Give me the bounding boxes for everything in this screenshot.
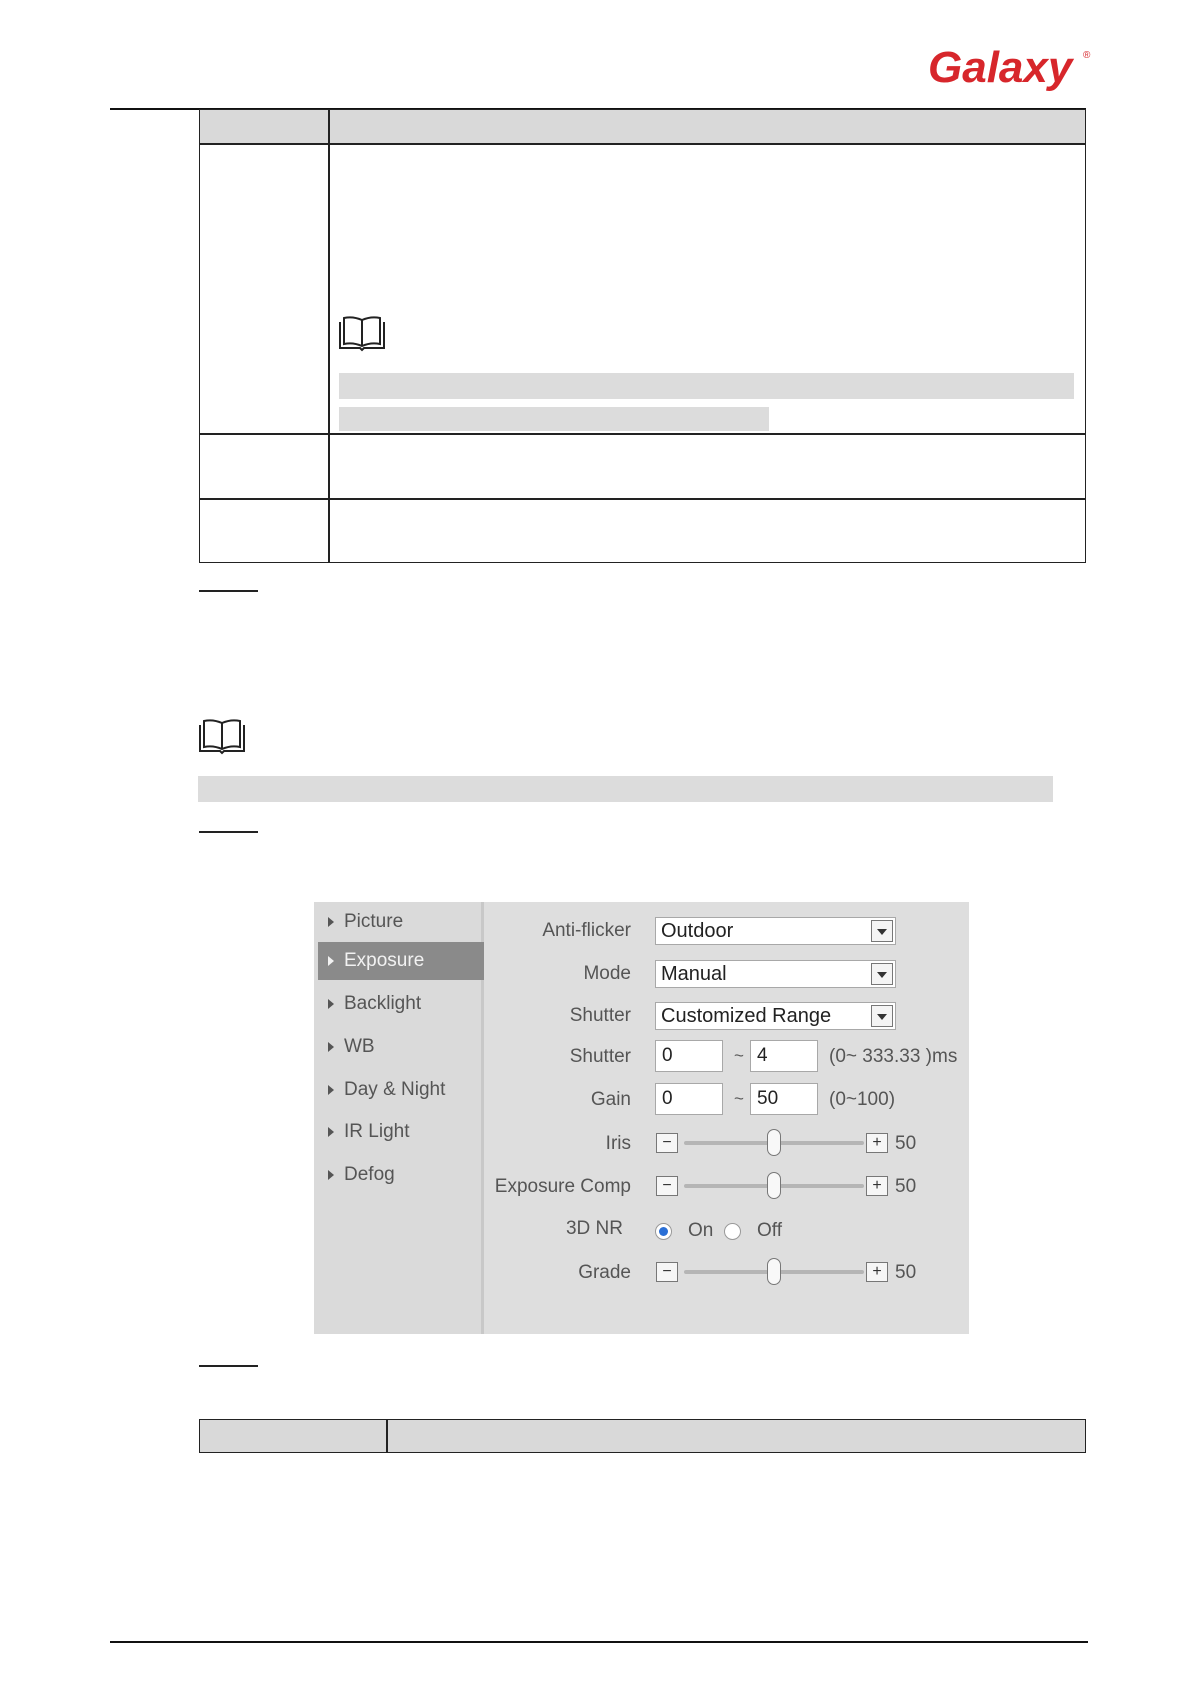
iris-value: 50 [895,1133,917,1154]
note-text-redacted [339,407,769,431]
nav-item-defog[interactable]: Defog [318,1156,484,1194]
gain-label: Gain [590,1089,631,1110]
note-text-redacted [198,776,1053,802]
shutter-range-label: Shutter [569,1046,631,1067]
dropdown-arrow-icon[interactable] [871,1005,893,1027]
nav-item-day-night[interactable]: Day & Night [318,1071,484,1109]
registered-mark: ® [1083,50,1091,61]
table-header-row [200,110,1085,143]
grade-increase-button[interactable]: + [866,1262,888,1282]
grade-value: 50 [895,1262,917,1283]
nav-item-wb[interactable]: WB [318,1028,484,1066]
caret-right-icon [328,1085,334,1095]
note-text-redacted [339,373,1074,399]
mode-label: Mode [583,963,631,984]
gain-max-input[interactable]: 50 [750,1083,818,1115]
note-book-icon [338,316,386,352]
3dnr-on-radio[interactable] [655,1223,672,1240]
galaxy-logo [928,44,1093,96]
grade-label: Grade [578,1262,631,1283]
step-marker [199,590,258,592]
anti-flicker-select[interactable]: Outdoor [655,917,896,945]
parameter-table-top [199,109,1086,563]
iris-decrease-button[interactable]: − [656,1133,678,1153]
anti-flicker-label: Anti-flicker [542,920,631,941]
settings-nav [314,902,484,1334]
caret-right-icon [328,1127,334,1137]
range-separator: ~ [734,1046,744,1065]
note-book-icon [198,719,246,755]
shutter-max-input[interactable]: 4 [750,1040,818,1072]
3dnr-off-label: Off [757,1220,782,1241]
iris-label: Iris [605,1133,631,1154]
caret-right-icon [328,917,334,927]
grade-slider-thumb[interactable] [767,1258,781,1285]
caret-right-icon [328,1170,334,1180]
step-marker [199,1365,258,1367]
caret-right-icon [328,1042,334,1052]
exposure-comp-slider-thumb[interactable] [767,1172,781,1199]
nav-item-exposure[interactable]: Exposure [318,942,484,980]
brand-text: Galaxy [928,44,1073,92]
exposure-comp-label: Exposure Comp [494,1176,631,1197]
shutter-min-input[interactable]: 0 [655,1040,723,1072]
exposure-comp-decrease-button[interactable]: − [656,1176,678,1196]
dropdown-arrow-icon[interactable] [871,920,893,942]
3dnr-label: 3D NR [565,1218,623,1239]
parameter-table-bottom [199,1419,1086,1453]
nav-item-picture[interactable]: Picture [318,903,484,941]
shutter-range-hint: (0~ 333.33 )ms [829,1046,958,1067]
iris-slider-thumb[interactable] [767,1129,781,1156]
mode-select[interactable]: Manual [655,960,896,988]
3dnr-on-label: On [688,1220,714,1241]
exposure-settings-panel [314,902,969,1334]
dropdown-arrow-icon[interactable] [871,963,893,985]
exposure-comp-value: 50 [895,1176,917,1197]
iris-increase-button[interactable]: + [866,1133,888,1153]
footer-rule [110,1641,1088,1643]
shutter-mode-select[interactable]: Customized Range [655,1002,896,1030]
step-marker [199,831,258,833]
caret-right-icon [328,999,334,1009]
shutter-mode-label: Shutter [569,1005,631,1026]
nav-item-backlight[interactable]: Backlight [318,985,484,1023]
gain-min-input[interactable]: 0 [655,1083,723,1115]
caret-right-icon [328,956,334,966]
grade-decrease-button[interactable]: − [656,1262,678,1282]
gain-range-hint: (0~100) [829,1089,896,1110]
range-separator: ~ [734,1089,744,1108]
3dnr-off-radio[interactable] [724,1223,741,1240]
exposure-comp-increase-button[interactable]: + [866,1176,888,1196]
nav-item-ir-light[interactable]: IR Light [318,1113,484,1151]
